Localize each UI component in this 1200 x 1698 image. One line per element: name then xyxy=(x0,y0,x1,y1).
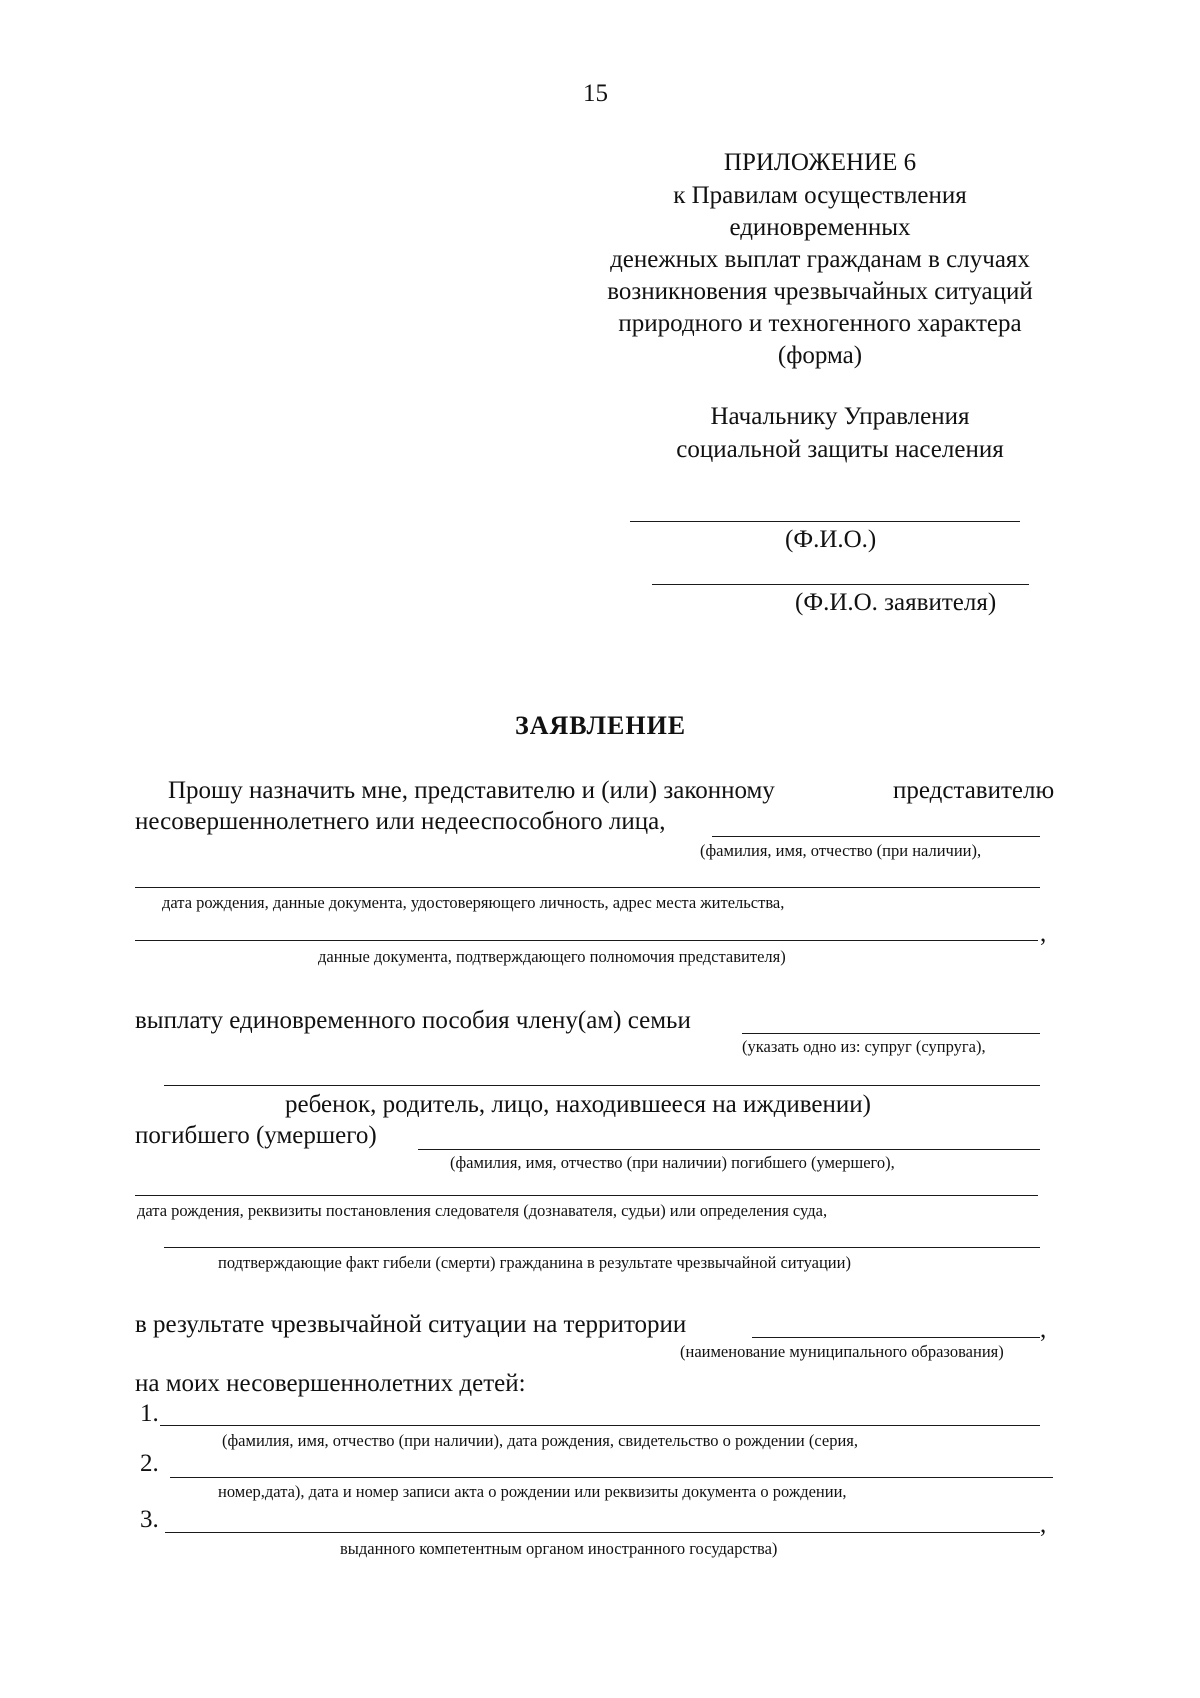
caption-birth-record: номер,дата), дата и номер записи акта о рождении или реквизиты документа о рождении, xyxy=(218,1482,847,1501)
child-item-3-number: 3. xyxy=(140,1506,159,1533)
fio-field-line[interactable] xyxy=(630,521,1020,522)
children-text: на моих несовершеннолетних детей: xyxy=(135,1370,526,1397)
child-1-field[interactable] xyxy=(160,1425,1040,1426)
appendix-line: денежных выплат гражданам в случаях xyxy=(610,246,1030,273)
request-text-line-1: Прошу назначить мне, представителю и (или) законному xyxy=(168,777,775,804)
municipality-field[interactable] xyxy=(752,1337,1040,1338)
child-2-field[interactable] xyxy=(170,1477,1053,1478)
caption-municipality: (наименование муниципального образования) xyxy=(680,1342,1004,1361)
caption-death-confirm: подтверждающие факт гибели (смерти) гражданина в результате чрезвычайной ситуации) xyxy=(218,1253,851,1272)
appendix-line: единовременных xyxy=(729,214,911,241)
form-label: (форма) xyxy=(777,342,863,369)
appendix-line: возникновения чрезвычайных ситуаций xyxy=(607,278,1033,305)
family-member-field[interactable] xyxy=(742,1033,1040,1034)
deceased-name-field[interactable] xyxy=(418,1149,1040,1150)
territory-text: в результате чрезвычайной ситуации на территории xyxy=(135,1311,687,1338)
comma: , xyxy=(1040,1316,1047,1343)
family-member-field-2[interactable] xyxy=(164,1085,1040,1086)
fio-caption: (Ф.И.О.) xyxy=(785,526,877,553)
deceased-details-field-1[interactable] xyxy=(135,1195,1038,1196)
page-number: 15 xyxy=(583,80,608,107)
deceased-text: погибшего (умершего) xyxy=(135,1122,377,1149)
relation-options-text: ребенок, родитель, лицо, находившееся на иждивении) xyxy=(285,1091,871,1118)
appendix-heading: ПРИЛОЖЕНИЕ 6 xyxy=(723,149,917,176)
deceased-details-field-2[interactable] xyxy=(164,1247,1040,1248)
caption-foreign-authority: выданного компетентным органом иностранного государства) xyxy=(340,1539,778,1558)
representative-name-field[interactable] xyxy=(712,836,1040,837)
caption-authority-doc: данные документа, подтверждающего полномочия представителя) xyxy=(318,947,786,966)
caption-birth-doc-address: дата рождения, данные документа, удостоверяющего личность, адрес места жительства, xyxy=(162,893,785,912)
document-title: ЗАЯВЛЕНИЕ xyxy=(515,711,687,740)
addressee-line-2: социальной защиты населения xyxy=(676,436,1004,463)
applicant-fio-caption: (Ф.И.О. заявителя) xyxy=(795,589,997,616)
caption-relation: (указать одно из: супруг (супруга), xyxy=(742,1037,986,1056)
caption-deceased-fio: (фамилия, имя, отчество (при наличии) погибшего (умершего), xyxy=(450,1153,895,1172)
appendix-line: к Правилам осуществления xyxy=(673,182,967,209)
representative-details-field-1[interactable] xyxy=(135,887,1040,888)
child-3-field[interactable] xyxy=(165,1532,1040,1533)
child-item-2-number: 2. xyxy=(140,1450,159,1477)
representative-details-field-2[interactable] xyxy=(135,940,1038,941)
comma: , xyxy=(1040,1511,1047,1538)
caption-fio: (фамилия, имя, отчество (при наличии), xyxy=(700,841,982,860)
applicant-fio-field-line[interactable] xyxy=(652,584,1029,585)
request-text-line-1-end: представителю xyxy=(893,777,1055,804)
caption-decree: дата рождения, реквизиты постановления следователя (дознавателя, судьи) или определения суда, xyxy=(137,1201,828,1220)
addressee-line-1: Начальнику Управления xyxy=(710,403,970,430)
request-text-line-2: несовершеннолетнего или недееспособного лица, xyxy=(135,808,666,835)
appendix-line: природного и техногенного характера xyxy=(618,310,1022,337)
comma: , xyxy=(1040,920,1047,947)
payment-text: выплату единовременного пособия члену(ам) семьи xyxy=(135,1007,691,1034)
caption-child-info: (фамилия, имя, отчество (при наличии), дата рождения, свидетельство о рождении (серия, xyxy=(222,1431,858,1450)
child-item-1-number: 1. xyxy=(140,1400,159,1427)
